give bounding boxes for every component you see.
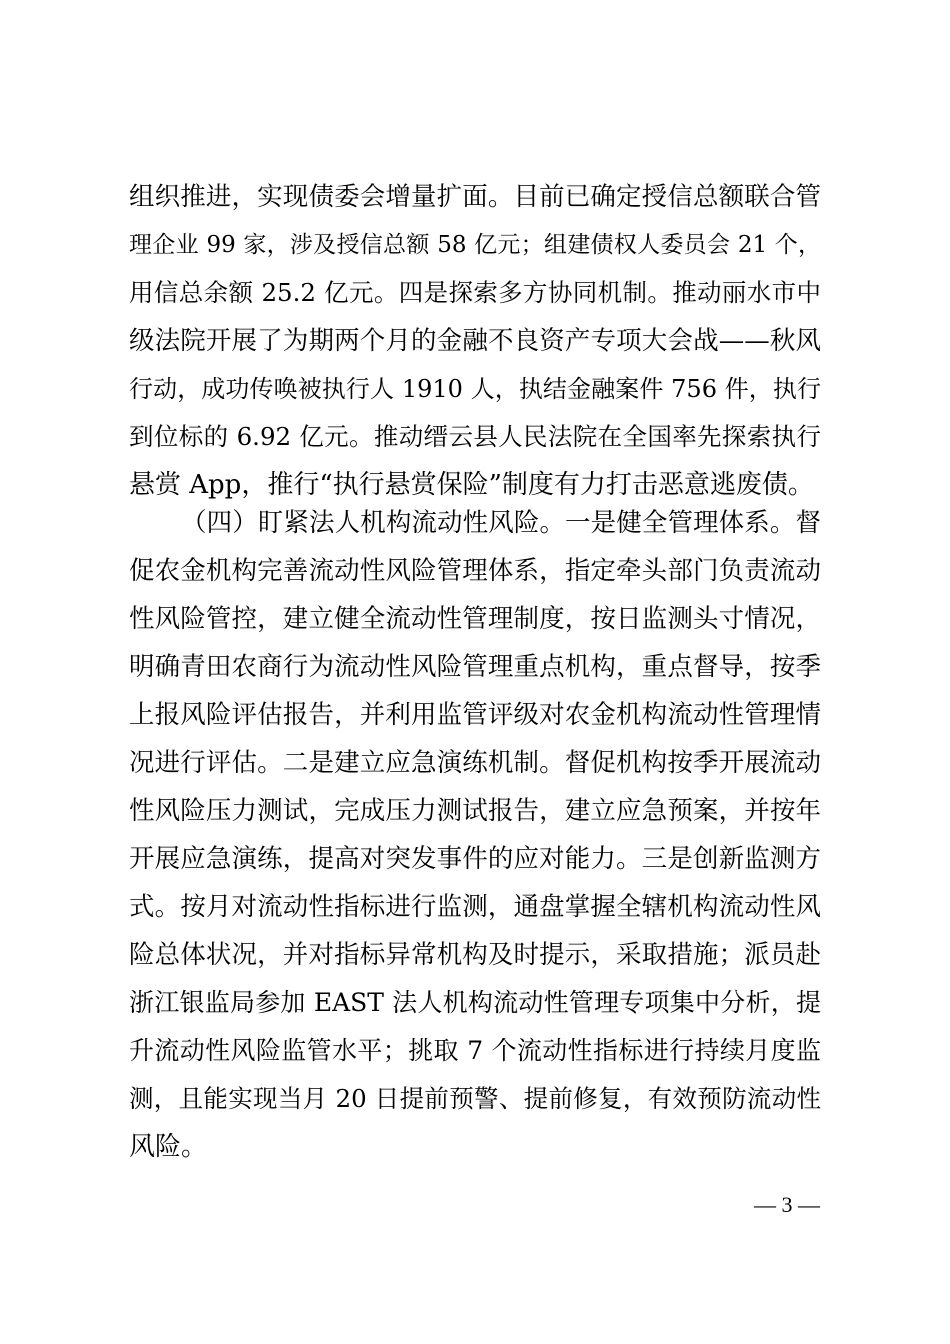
page-number: — 3 — — [754, 1192, 820, 1217]
paragraph-2-line-8: 开展应急演练，提高对突发事件的应对能力。三是创新监测方 — [129, 844, 821, 874]
paragraph-1-line-6: 到位标的 6.92 亿元。推动缙云县人民法院在全国率先探索执行 — [129, 422, 821, 451]
paragraph-2-line-10: 险总体状况，并对指标异常机构及时提示，采取措施；派员赴 — [129, 940, 821, 970]
paragraph-1-line-5: 行动，成功传唤被执行人 1910 人，执结金融案件 756 件，执行 — [129, 375, 821, 403]
paragraph-2-line-2: 促农金机构完善流动性风险管理体系，指定牵头部门负责流动 — [129, 556, 821, 586]
paragraph-2-line-13: 测，且能实现当月 20 日提前预警、提前修复，有效预防流动性 — [129, 1084, 821, 1113]
paragraph-1-line-7: 悬赏 App，推行“执行悬赏保险”制度有力打击恶意逃废债。 — [129, 470, 814, 500]
paragraph-1-line-3: 用信总余额 25.2 亿元。四是探索多方协同机制。推动丽水市中 — [129, 278, 821, 307]
paragraph-2-line-3: 性风险管控，建立健全流动性管理制度，按日监测头寸情况， — [129, 604, 821, 634]
paragraph-2-line-14: 风险。 — [129, 1132, 208, 1162]
paragraph-2-line-7: 性风险压力测试，完成压力测试报告，建立应急预案，并按年 — [129, 796, 821, 826]
paragraph-2-line-12: 升流动性风险监管水平；挑取 7 个流动性指标进行持续月度监 — [129, 1036, 821, 1065]
paragraph-2-line-1: （四）盯紧法人机构流动性风险。一是健全管理体系。督 — [181, 508, 821, 538]
paragraph-2-line-6: 况进行评估。二是建立应急演练机制。督促机构按季开展流动 — [129, 748, 821, 778]
paragraph-1-line-4: 级法院开展了为期两个月的金融不良资产专项大会战——秋风 — [129, 326, 821, 356]
paragraph-1-line-2: 理企业 99 家，涉及授信总额 58 亿元；组建债权人委员会 21 个， — [129, 232, 821, 258]
paragraph-2-line-5: 上报风险评估报告，并利用监管评级对农金机构流动性管理情 — [129, 700, 821, 730]
paragraph-2-line-11: 浙江银监局参加 EAST 法人机构流动性管理专项集中分析，提 — [129, 988, 821, 1017]
paragraph-1-line-1: 组织推进，实现债委会增量扩面。目前已确定授信总额联合管 — [129, 182, 821, 212]
paragraph-2-line-9: 式。按月对流动性指标进行监测，通盘掌握全辖机构流动性风 — [129, 892, 821, 922]
paragraph-2-line-4: 明确青田农商行为流动性风险管理重点机构，重点督导，按季 — [129, 652, 821, 682]
